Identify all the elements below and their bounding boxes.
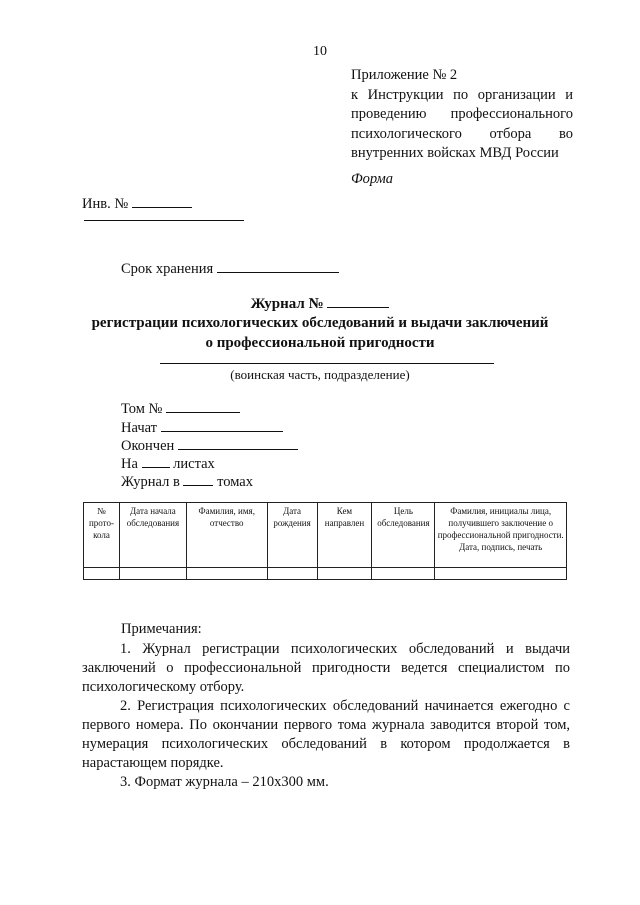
table-header-cell: Фамилия, инициалы лица, получившего заключение о профессиональной пригодности. Дата, подпись, печать — [435, 503, 567, 568]
appendix-line: к Инструкции по организации и — [351, 86, 573, 103]
appendix-line: внутренних войсках МВД России — [351, 145, 559, 161]
unit-underline — [160, 363, 494, 364]
table-cell — [84, 568, 120, 580]
note-item: 3. Формат журнала – 210х300 мм. — [120, 774, 329, 790]
sheets-on-label: На — [121, 456, 138, 472]
volumes-field — [121, 471, 253, 491]
ended-blank — [178, 435, 298, 450]
table-header-cell: Фамилия, имя, отчество — [186, 503, 267, 568]
volume-number-label: Том № — [121, 401, 163, 417]
notes-list — [82, 640, 570, 792]
journal-subtitle — [0, 313, 640, 353]
journal-subtitle-line: о профессиональной пригодности — [205, 335, 435, 351]
ended-field — [121, 435, 298, 455]
appendix-line: психологического отбора во — [351, 125, 573, 142]
table-header-cell: № прото-кола — [84, 503, 120, 568]
registration-table — [83, 502, 567, 580]
volumes-blank — [183, 471, 213, 486]
notes-heading: Примечания: — [121, 621, 202, 637]
note-item: 2. Регистрация психологических обследований начинается ежегодно с первого номера. По окончании первого тома журнала заводится второй том, нумерация психологических обследований в котором продолжается в нарастающем порядке. — [82, 698, 570, 771]
volume-number-blank — [166, 398, 240, 413]
table-cell — [435, 568, 567, 580]
journal-subtitle-line: регистрации психологических обследований и выдачи заключений — [91, 315, 549, 331]
table-header-cell: Цель обследования — [372, 503, 435, 568]
table-header-row — [84, 503, 567, 568]
storage-blank — [217, 258, 339, 273]
unit-caption: (воинская часть, подразделение) — [230, 367, 410, 382]
started-field — [121, 417, 283, 437]
journal-title-text: Журнал № — [250, 296, 324, 312]
table-cell — [119, 568, 186, 580]
table-cell — [317, 568, 372, 580]
volume-number-field — [121, 398, 240, 418]
table-cell — [267, 568, 317, 580]
table-header-cell: Кем направлен — [317, 503, 372, 568]
table-cell — [372, 568, 435, 580]
form-label: Форма — [351, 171, 393, 187]
table-header-cell: Дата начала обследования — [119, 503, 186, 568]
inventory-underline — [84, 220, 244, 221]
inventory-number — [82, 193, 192, 213]
appendix-header — [351, 66, 573, 164]
table-header-cell: Дата рождения — [267, 503, 317, 568]
table-row — [84, 568, 567, 580]
sheets-blank — [142, 453, 170, 468]
appendix-line: проведению профессионального — [351, 106, 573, 122]
storage-label: Срок хранения — [121, 261, 214, 277]
journal-number-blank — [327, 293, 389, 308]
table-cell — [186, 568, 267, 580]
inventory-blank — [132, 193, 192, 208]
journal-title — [0, 293, 640, 313]
started-blank — [161, 417, 283, 432]
storage-term — [121, 258, 339, 278]
sheets-label: листах — [173, 456, 215, 472]
journal-in-label: Журнал в — [121, 474, 180, 490]
inventory-label: Инв. № — [82, 196, 129, 212]
appendix-line: Приложение № 2 — [351, 67, 458, 83]
volumes-label: томах — [217, 474, 253, 490]
ended-label: Окончен — [121, 438, 175, 454]
page-number: 10 — [313, 44, 327, 59]
started-label: Начат — [121, 420, 158, 436]
sheets-field — [121, 453, 215, 473]
note-item: 1. Журнал регистрации психологических обследований и выдачи заключений о профессиональной пригодности ведется специалистом по психологическому отбору. — [82, 641, 570, 695]
